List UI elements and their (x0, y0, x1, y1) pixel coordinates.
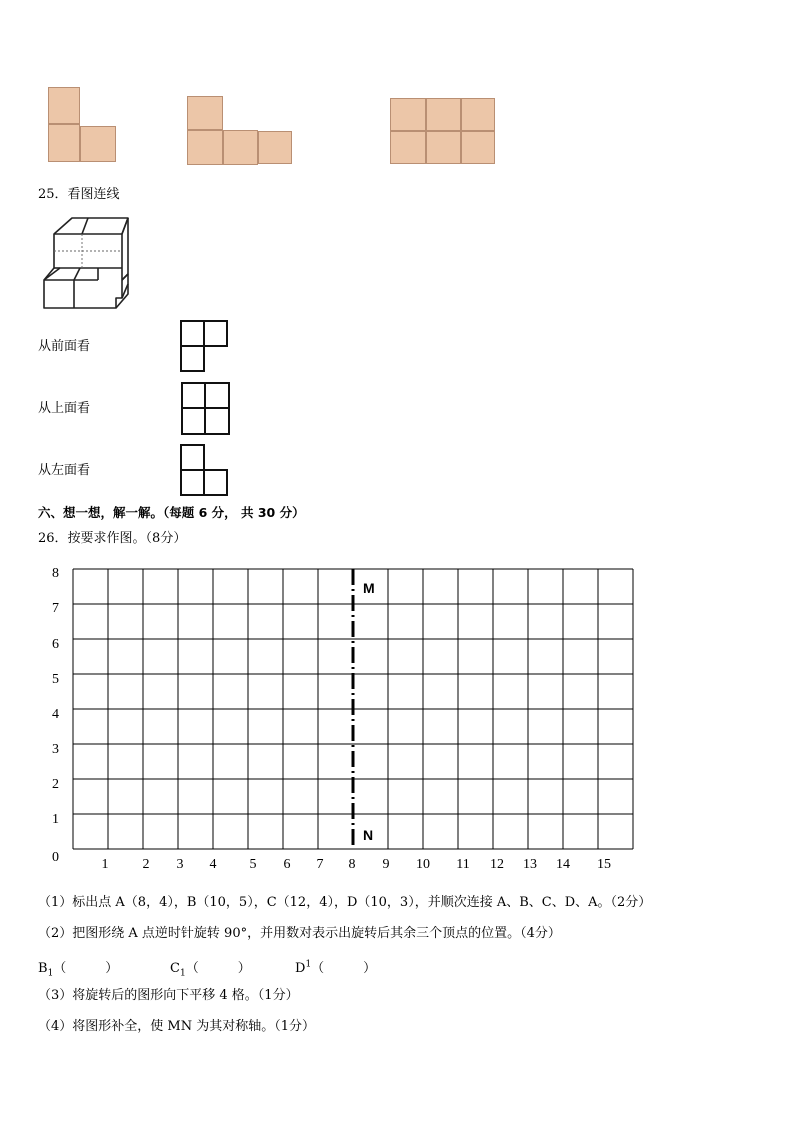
x-tick-label: 2 (142, 857, 150, 872)
view-label-front: 从前面看 (38, 339, 91, 354)
blank-c1-paren[interactable]: （ ） (185, 961, 251, 976)
view-left-figure (178, 443, 232, 499)
view-label-top: 从上面看 (38, 401, 91, 416)
y-tick-label: 7 (52, 601, 59, 616)
blank-d1-paren[interactable]: （ ） (311, 961, 377, 976)
x-tick-label: 10 (416, 857, 430, 872)
x-tick-label: 7 (316, 857, 324, 872)
view-top-figure (179, 381, 233, 437)
blank-d1: $D^1$（ ） (295, 959, 377, 976)
x-tick-label: 5 (249, 857, 257, 872)
cube-stack-illustration (38, 214, 134, 312)
y-tick-label: 6 (52, 637, 59, 652)
x-tick-label: 14 (556, 857, 570, 872)
x-tick-label: 13 (523, 857, 537, 872)
y-tick-label: 8 (52, 566, 59, 581)
q26-sub1: （1）标出点 A（8，4），B（10，5），C（12，4），D（10，3），并顺次连接 A、B、C、D、A。（2分） (38, 895, 652, 910)
x-tick-label: 3 (176, 857, 184, 872)
q26-sub3: （3）将旋转后的图形向下平移 4 格。（1分） (38, 988, 299, 1003)
blank-b1: $B_1$（ ） (38, 961, 119, 979)
x-tick-label: 1 (101, 857, 109, 872)
x-tick-label: 6 (283, 857, 291, 872)
q26-sub4: （4）将图形补全，使 MN 为其对称轴。（1分） (38, 1019, 315, 1034)
x-tick-label: 11 (456, 857, 470, 872)
y-tick-label: 2 (52, 777, 59, 792)
x-tick-label: 12 (490, 857, 504, 872)
axis-label-m: M (363, 580, 375, 596)
y-tick-label: 0 (52, 850, 59, 865)
y-tick-label: 1 (52, 812, 59, 827)
q25-title: 25．看图连线 (38, 187, 120, 202)
x-tick-label: 15 (597, 857, 611, 872)
y-tick-label: 3 (52, 742, 59, 757)
view-front-figure (178, 319, 232, 375)
y-tick-label: 4 (52, 707, 59, 722)
q26-title: 26．按要求作图。（8分） (38, 531, 187, 546)
x-tick-label: 4 (209, 857, 217, 872)
section-6-heading: 六、想一想，解一解。（每题 6 分， 共 30 分） (38, 505, 305, 520)
coordinate-grid (0, 560, 794, 880)
x-tick-label: 9 (382, 857, 390, 872)
view-label-left: 从左面看 (38, 463, 91, 478)
x-tick-labels (102, 857, 612, 872)
blank-c1: $C_1$（ ） (170, 961, 251, 979)
axis-label-n: N (363, 827, 374, 843)
blank-b1-paren[interactable]: （ ） (53, 961, 119, 976)
y-tick-label: 5 (52, 672, 59, 687)
x-tick-label: 8 (348, 857, 356, 872)
q26-sub2: （2）把图形绕 A 点逆时针旋转 90°，并用数对表示出旋转后其余三个顶点的位置。（4分） (38, 926, 561, 941)
y-tick-labels (52, 566, 59, 865)
